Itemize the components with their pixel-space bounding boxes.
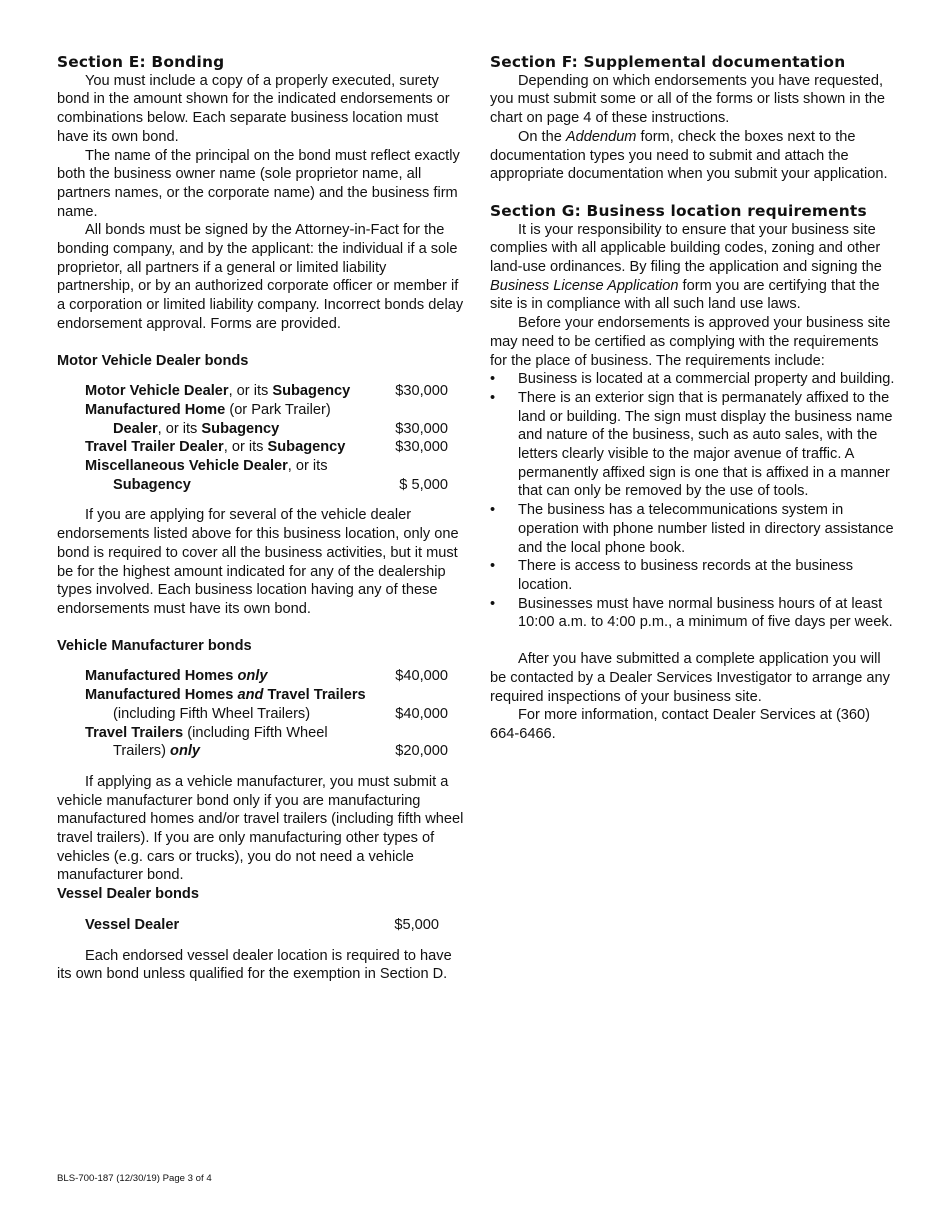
vd-paragraph: Each endorsed vessel dealer location is required to have its own bond unless qualified for the exemption in Section D. xyxy=(57,947,452,983)
section-f-para-1: Depending on which endorsements you have requested, you must submit some or all of the forms or lists shown in the chart on page 4 of these instructions. xyxy=(490,72,885,127)
bond-amount: $5,000 xyxy=(394,916,439,933)
bond-row: Manufactured Homes and Travel Trailers (including Fifth Wheel Trailers) $40,000 xyxy=(85,687,448,722)
bond-row: Vessel Dealer $5,000 xyxy=(85,916,439,933)
section-e-para-3: All bonds must be signed by the Attorney-in-Fact for the bonding company, and by the applicant: the individual if a sole proprietor, all partners if a general or limited liability partnership, or by an authorized corporate officer or member if a corporation or limited liability company. Incorrect bonds delay endorsement approval. Forms are provided. xyxy=(57,222,464,332)
section-g-heading: Section G: Business location requirements xyxy=(490,201,867,220)
bond-amount: $30,000 xyxy=(395,420,448,437)
section-g-para-3: After you have submitted a complete application you will be contacted by a Dealer Services Investigator to arrange any required inspections of your business site. xyxy=(490,651,890,705)
right-column xyxy=(490,53,898,744)
section-e-para-2: The name of the principal on the bond must reflect exactly both the business owner name (sole proprietor name, all partners names, or the corporate name) and the business firm name. xyxy=(57,147,460,220)
mvd-paragraph: If you are applying for several of the vehicle dealer endorsements listed above for this business location, only one bond is required to cover all the business activities, but it must be for the highest amount indicated for any of the dealership types involved. Each business location having any of these endorsements must have its own bond. xyxy=(57,507,459,617)
section-e-heading: Section E: Bonding xyxy=(57,53,225,71)
bond-row: Miscellaneous Vehicle Dealer, or its Subagency $ 5,000 xyxy=(85,458,448,493)
list-item: • Business is located at a commercial property and building. xyxy=(490,370,898,389)
page-footer: BLS-700-187 (12/30/19) Page 3 of 4 xyxy=(57,1173,212,1184)
vd-bond-table xyxy=(57,916,465,935)
bond-row: Motor Vehicle Dealer, or its Subagency $30,000 xyxy=(85,383,448,400)
left-column xyxy=(57,53,465,984)
mvd-bond-table xyxy=(57,382,465,494)
vd-bonds-title: Vessel Dealer bonds xyxy=(57,886,199,903)
vm-paragraph: If applying as a vehicle manufacturer, you must submit a vehicle manufacturer bond only if you are manufacturing manufactured homes and/or travel trailers (including fifth wheel travel trailers). If you are only manufacturing other types of vehicles (e.g. cars or trucks), you do not need a vehicle manufacturer bond. xyxy=(57,773,464,884)
section-g-para-2: Before your endorsements is approved your business site may need to be certified as complying with the requirements for the place of business. The requirements include: xyxy=(490,315,891,369)
bond-row: Manufactured Home (or Park Trailer) Dealer, or its Subagency $30,000 xyxy=(85,401,448,437)
section-g-para-1: It is your responsibility to ensure that your business site complies with all applicable building codes, zoning and other land-use ordinances. By filing the application and signing the Business License Application form you are certifying that the site is in compliance with all such land use laws. xyxy=(490,221,882,313)
vm-bonds-title: Vehicle Manufacturer bonds xyxy=(57,637,252,654)
list-item: • There is access to business records at the business location. xyxy=(490,557,898,594)
bond-row: Travel Trailer Dealer, or its Subagency $30,000 xyxy=(85,439,448,456)
bond-amount: $40,000 xyxy=(395,705,448,722)
section-f-heading: Section F: Supplemental documentation xyxy=(490,53,846,71)
bond-row: Travel Trailers (including Fifth Wheel Trailers) only $20,000 xyxy=(85,724,448,760)
bond-amount: $30,000 xyxy=(395,439,448,456)
bond-amount: $30,000 xyxy=(395,383,448,400)
requirements-list xyxy=(490,370,898,632)
list-item: • Businesses must have normal business hours of at least 10:00 a.m. to 4:00 p.m., a minimum of five days per week. xyxy=(490,595,898,632)
vm-bond-table xyxy=(57,667,465,761)
bond-row: Manufactured Homes only $40,000 xyxy=(85,668,448,685)
section-f-para-2: On the Addendum form, check the boxes next to the documentation types you need to submit and attach the appropriate documentation when you submit your application. xyxy=(490,128,888,183)
section-e-para-1: You must include a copy of a properly executed, surety bond in the amount shown for the indicated endorsements or combinations below. Each separate business location must have its own bond. xyxy=(57,72,450,145)
mvd-bonds-title: Motor Vehicle Dealer bonds xyxy=(57,352,249,369)
bond-amount: $ 5,000 xyxy=(399,476,448,493)
section-g-para-4: For more information, contact Dealer Services at (360) 664-6466. xyxy=(490,707,871,742)
bond-amount: $40,000 xyxy=(395,668,448,685)
list-item: • There is an exterior sign that is permanately affixed to the land or building. The sign must display the business name and nature of the business, such as auto sales, with the letters clearly visible to the major avenue of traffic. A permanently affixed sign is one that is affixed in a manner that can only be removed by the use of tools. xyxy=(490,389,898,501)
list-item: • The business has a telecommunications system in operation with phone number listed in directory assistance and the local phone book. xyxy=(490,501,898,557)
bond-amount: $20,000 xyxy=(395,743,448,760)
